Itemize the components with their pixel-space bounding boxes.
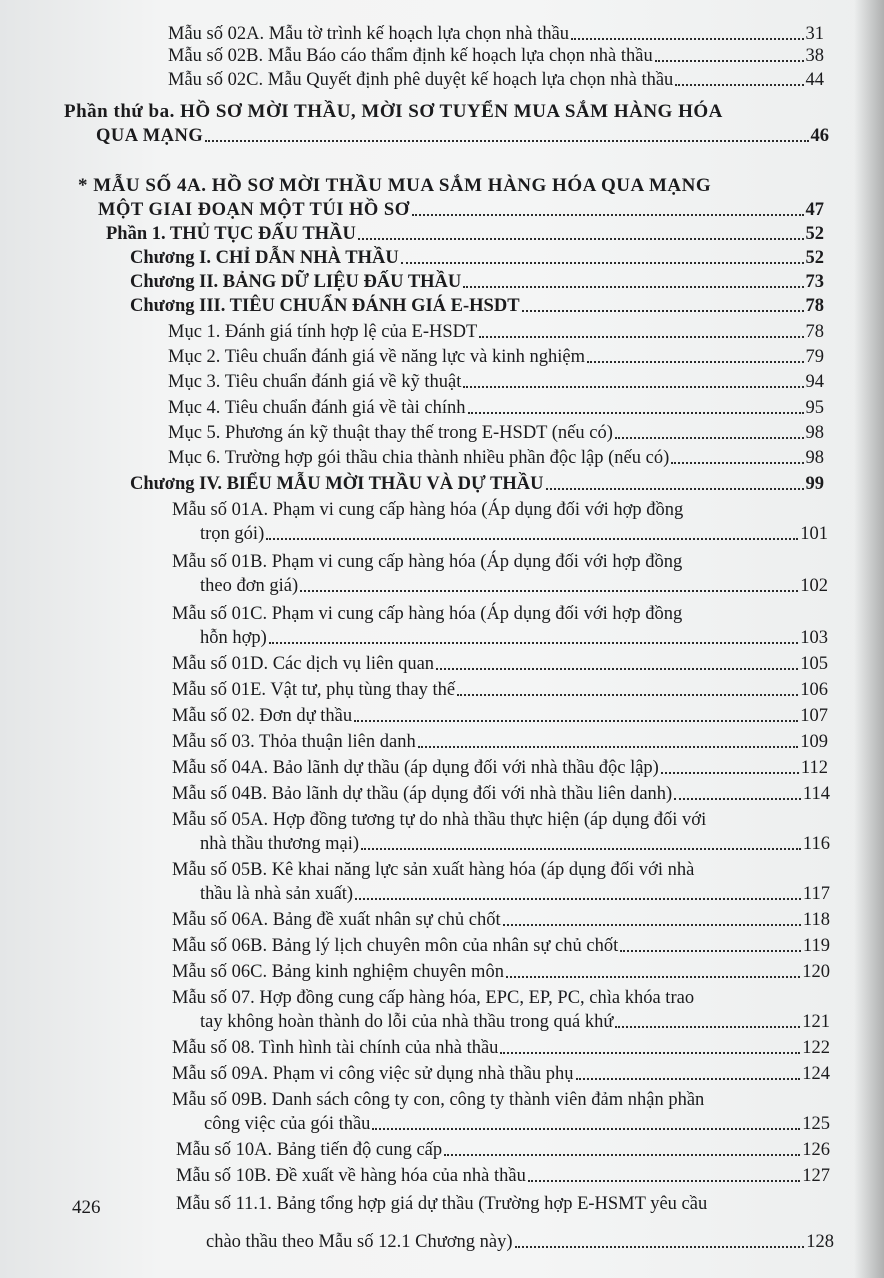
toc-entry-page: 94 — [805, 372, 824, 392]
toc-entry-title: Mẫu số 01A. Phạm vi cung cấp hàng hóa (Áp dụng đối với hợp đồng — [172, 500, 684, 520]
toc-entry — [168, 421, 824, 445]
toc-entry-title-cont: tay không hoàn thành do lỗi của nhà thầu trong quá khứ — [200, 1012, 614, 1032]
toc-entry-title: QUA MẠNG — [96, 126, 204, 146]
toc-entry — [168, 44, 824, 68]
toc-entry-title: Mẫu số 02A. Mẫu tờ trình kế hoạch lựa chọn nhà thầu — [168, 24, 570, 44]
toc-entry-title: Mẫu số 10A. Bảng tiến độ cung cấp — [176, 1140, 443, 1160]
toc-entry-title-cont: hỗn hợp) — [200, 628, 267, 648]
toc-entry-title: Mẫu số 01C. Phạm vi cung cấp hàng hóa (Áp dụng đối với hợp đồng — [172, 604, 683, 624]
toc-entry — [172, 1036, 830, 1060]
toc-entry-page: 117 — [802, 884, 830, 904]
toc-entry — [204, 1112, 830, 1136]
toc-entry-title: Mẫu số 05A. Hợp đồng tương tự do nhà thầu thực hiện (áp dụng đối với — [172, 810, 707, 830]
toc-entry-title-cont: công việc của gói thầu — [204, 1114, 371, 1134]
toc-entry — [200, 522, 828, 546]
toc-entry-title: Mẫu số 01D. Các dịch vụ liên quan — [172, 654, 435, 674]
toc-entry — [200, 574, 828, 598]
toc-entry — [172, 652, 828, 676]
toc-entry-page: 78 — [805, 322, 824, 342]
toc-entry-page: 116 — [802, 834, 830, 854]
toc-entry-page: 73 — [805, 272, 824, 292]
toc-entry — [200, 626, 828, 650]
toc-entry-page: 47 — [805, 200, 824, 220]
toc-entry-title: Mẫu số 08. Tình hình tài chính của nhà thầu — [172, 1038, 499, 1058]
toc-entry-page: 52 — [805, 224, 824, 244]
toc-entry-page: 44 — [805, 70, 824, 90]
toc-entry-title: Mẫu số 10B. Đề xuất về hàng hóa của nhà thầu — [176, 1166, 526, 1186]
toc-entry — [130, 294, 824, 318]
toc-entry-page: 78 — [805, 296, 824, 316]
toc-entry-title-cont: chào thầu theo Mẫu số 12.1 Chương này) — [206, 1232, 513, 1252]
toc-entry-page: 106 — [800, 680, 828, 700]
toc-entry — [172, 756, 828, 780]
toc-entry-page: 121 — [802, 1012, 830, 1032]
toc-entry-page: 101 — [800, 524, 828, 544]
toc-entry-page: 109 — [800, 732, 828, 752]
toc-entry-title: Phần 1. THỦ TỤC ĐẤU THẦU — [106, 224, 356, 244]
toc-entry-title: Mẫu số 01E. Vật tư, phụ tùng thay thế — [172, 680, 456, 700]
toc-entry — [168, 22, 824, 46]
toc-entry-title-cont: theo đơn giá) — [200, 576, 299, 596]
toc-entry — [168, 345, 824, 369]
toc-entry — [172, 678, 828, 702]
toc-entry-page: 52 — [805, 248, 824, 268]
toc-entry-page: 31 — [805, 24, 824, 44]
toc-entry-title: Mẫu số 09B. Danh sách công ty con, công ty thành viên đảm nhận phần — [172, 1090, 705, 1110]
toc-entry-title: Mẫu số 09A. Phạm vi công việc sử dụng nhà thầu phụ — [172, 1064, 574, 1084]
toc-entry-page: 99 — [805, 474, 824, 494]
toc-entry-page: 95 — [805, 398, 824, 418]
toc-entry — [130, 246, 824, 270]
toc-entry-title: Mẫu số 03. Thỏa thuận liên danh — [172, 732, 416, 752]
toc-entry — [172, 1062, 830, 1086]
toc-entry — [172, 704, 828, 728]
toc-entry-title: Chương I. CHỈ DẪN NHÀ THẦU — [130, 248, 399, 268]
toc-entry-title: Mẫu số 07. Hợp đồng cung cấp hàng hóa, EPC, EP, PC, chìa khóa trao — [172, 988, 695, 1008]
toc-entry-title: Mẫu số 06B. Bảng lý lịch chuyên môn của nhân sự chủ chốt — [172, 936, 619, 956]
toc-entry-title: Mẫu số 06C. Bảng kinh nghiệm chuyên môn — [172, 962, 504, 982]
toc-entry-page: 102 — [800, 576, 828, 596]
toc-entry-title: Chương IV. BIỂU MẪU MỜI THẦU VÀ DỰ THẦU — [130, 474, 544, 494]
toc-entry-title: Mục 5. Phương án kỹ thuật thay thế trong E-HSDT (nếu có) — [168, 423, 613, 443]
toc-entry — [200, 1010, 830, 1034]
toc-entry-title: Mẫu số 01B. Phạm vi cung cấp hàng hóa (Áp dụng đối với hợp đồng — [172, 552, 683, 572]
toc-entry-page: 122 — [802, 1038, 830, 1058]
toc-entry-page: 124 — [802, 1064, 830, 1084]
toc-entry-title-cont: thầu là nhà sản xuất) — [200, 884, 354, 904]
toc-entry — [172, 782, 830, 806]
toc-entry-page: 126 — [802, 1140, 830, 1160]
toc-entry-title-cont: nhà thầu thương mại) — [200, 834, 360, 854]
toc-entry-title: Mẫu số 05B. Kê khai năng lực sản xuất hàng hóa (áp dụng đối với nhà — [172, 860, 695, 880]
toc-entry-title: Mẫu số 04A. Bảo lãnh dự thầu (áp dụng đối với nhà thầu độc lập) — [172, 758, 659, 778]
toc-entry-title: Chương II. BẢNG DỮ LIỆU ĐẤU THẦU — [130, 272, 462, 292]
toc-entry — [172, 960, 830, 984]
toc-entry — [168, 396, 824, 420]
toc-entry — [168, 320, 824, 344]
toc-entry-page: 125 — [802, 1114, 830, 1134]
page-number: 426 — [72, 1197, 101, 1218]
toc-entry-page: 107 — [800, 706, 828, 726]
toc-entry — [168, 370, 824, 394]
toc-entry-page: 118 — [802, 910, 830, 930]
toc-entry-title: Mẫu số 02. Đơn dự thầu — [172, 706, 353, 726]
toc-entry-title: Mẫu số 11.1. Bảng tổng hợp giá dự thầu (Trường hợp E-HSMT yêu cầu — [176, 1194, 708, 1214]
toc-entry-page: 103 — [800, 628, 828, 648]
toc-entry-title: Mục 3. Tiêu chuẩn đánh giá về kỹ thuật — [168, 372, 462, 392]
toc-entry — [206, 1230, 834, 1254]
toc-entry-title: Chương III. TIÊU CHUẨN ĐÁNH GIÁ E-HSDT — [130, 296, 520, 316]
toc-entry-title: MỘT GIAI ĐOẠN MỘT TÚI HỒ SƠ — [98, 200, 410, 220]
toc-section-heading: * MẪU SỐ 4A. HỒ SƠ MỜI THẦU MUA SẮM HÀNG HÓA QUA MẠNG — [78, 175, 712, 196]
toc-entry-page: 79 — [805, 347, 824, 367]
toc-entry — [200, 882, 830, 906]
toc-entry-page: 98 — [805, 448, 824, 468]
toc-entry-title: Mục 2. Tiêu chuẩn đánh giá về năng lực và kinh nghiệm — [168, 347, 585, 367]
toc-entry-page: 38 — [805, 46, 824, 66]
toc-entry-page: 98 — [805, 423, 824, 443]
toc-entry-title: Mục 1. Đánh giá tính hợp lệ của E-HSDT — [168, 322, 478, 342]
toc-entry — [168, 446, 824, 470]
toc-entry — [176, 1164, 830, 1188]
toc-entry-page: 127 — [802, 1166, 830, 1186]
toc-entry — [130, 270, 824, 294]
toc-entry-title: Mục 4. Tiêu chuẩn đánh giá về tài chính — [168, 398, 466, 418]
toc-entry-title: Mẫu số 04B. Bảo lãnh dự thầu (áp dụng đối với nhà thầu liên danh) — [172, 784, 673, 804]
toc-entry-title: Mẫu số 02C. Mẫu Quyết định phê duyệt kế hoạch lựa chọn nhà thầu — [168, 70, 674, 90]
toc-entry-page: 128 — [806, 1232, 834, 1252]
toc-entry — [176, 1138, 830, 1162]
toc-entry-title-cont: trọn gói) — [200, 524, 265, 544]
toc-entry — [130, 472, 824, 496]
toc-entry — [98, 198, 824, 222]
toc-entry-page: 105 — [800, 654, 828, 674]
toc-entry-page: 119 — [802, 936, 830, 956]
toc-entry — [168, 68, 824, 92]
toc-entry-page: 112 — [800, 758, 828, 778]
toc-entry-title: Mục 6. Trường hợp gói thầu chia thành nhiều phần độc lập (nếu có) — [168, 448, 670, 468]
toc-entry — [106, 222, 824, 246]
toc-entry-page: 46 — [810, 126, 829, 146]
toc-entry — [200, 832, 830, 856]
toc-entry-page: 120 — [802, 962, 830, 982]
toc-entry — [172, 908, 830, 932]
toc-entry — [172, 934, 830, 958]
toc-entry-page: 114 — [802, 784, 830, 804]
toc-part-heading: Phần thứ ba. HỒ SƠ MỜI THẦU, MỜI SƠ TUYỂN MUA SẮM HÀNG HÓA — [64, 101, 723, 122]
toc-entry-title: Mẫu số 02B. Mẫu Báo cáo thẩm định kế hoạch lựa chọn nhà thầu — [168, 46, 653, 66]
toc-entry-title: Mẫu số 06A. Bảng đề xuất nhân sự chủ chốt — [172, 910, 501, 930]
toc-entry — [172, 730, 828, 754]
toc-entry — [96, 124, 829, 148]
